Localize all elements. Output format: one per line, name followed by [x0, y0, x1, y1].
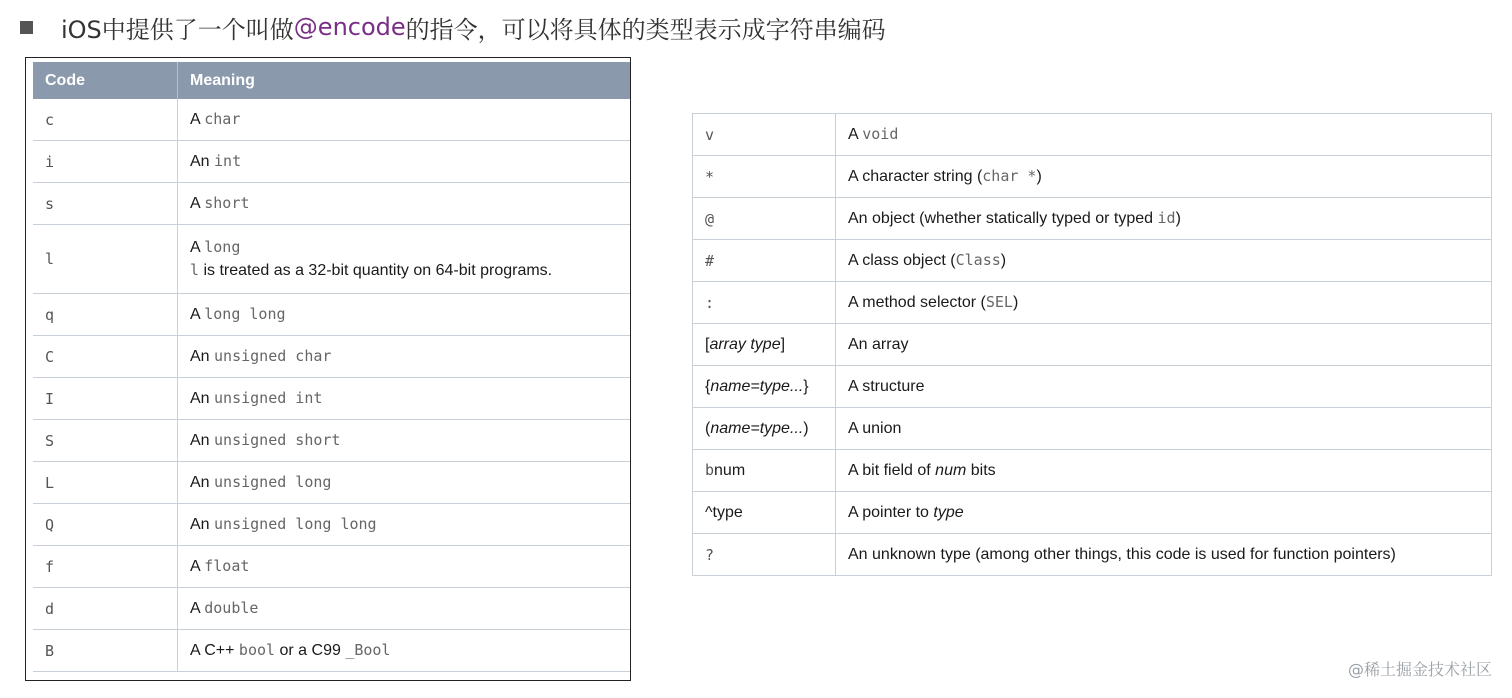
- table-header-row: [33, 62, 631, 99]
- meaning-cell: An unsigned int: [178, 378, 632, 420]
- meaning-cell: An array: [836, 324, 1492, 366]
- meaning-cell: A bit field of num bits: [836, 450, 1492, 492]
- table-row: [33, 99, 631, 141]
- table-row: [693, 282, 1492, 324]
- header-meaning: Meaning: [178, 62, 632, 99]
- heading-prefix: iOS中提供了一个叫做: [61, 15, 294, 44]
- table-row: [33, 336, 631, 378]
- meaning-cell: A float: [178, 546, 632, 588]
- meaning-cell: A class object (Class): [836, 240, 1492, 282]
- meaning-cell: An unknown type (among other things, this code is used for function pointers): [836, 534, 1492, 576]
- meaning-cell: An unsigned long: [178, 462, 632, 504]
- code-cell: q: [33, 294, 178, 336]
- code-cell: i: [33, 141, 178, 183]
- table-row: [33, 504, 631, 546]
- code-cell: #: [693, 240, 836, 282]
- code-cell: {name=type...}: [693, 366, 836, 408]
- table-row: [693, 366, 1492, 408]
- meaning-cell: A void: [836, 114, 1492, 156]
- square-bullet-icon: [20, 21, 33, 34]
- meaning-cell: An unsigned char: [178, 336, 632, 378]
- table-row: [33, 225, 631, 294]
- meaning-cell: A method selector (SEL): [836, 282, 1492, 324]
- code-cell: v: [693, 114, 836, 156]
- table-row: [33, 378, 631, 420]
- code-cell: Q: [33, 504, 178, 546]
- code-cell: I: [33, 378, 178, 420]
- code-cell: d: [33, 588, 178, 630]
- meaning-cell: An object (whether statically typed or typed id): [836, 198, 1492, 240]
- table-row: [33, 141, 631, 183]
- table-row: [693, 114, 1492, 156]
- meaning-note: l is treated as a 32-bit quantity on 64-bit programs.: [190, 261, 553, 279]
- code-cell: f: [33, 546, 178, 588]
- meaning-cell: A structure: [836, 366, 1492, 408]
- table-row: [693, 534, 1492, 576]
- table-row: [693, 240, 1492, 282]
- table-row: [33, 462, 631, 504]
- code-cell: c: [33, 99, 178, 141]
- type-encoding-table-right: [692, 113, 1492, 576]
- meaning-cell: A C++ bool or a C99 _Bool: [178, 630, 632, 672]
- heading-highlight: @encode: [293, 13, 406, 41]
- code-cell: (name=type...): [693, 408, 836, 450]
- meaning-cell: An unsigned long long: [178, 504, 632, 546]
- table-row: [33, 546, 631, 588]
- table-row: [693, 156, 1492, 198]
- meaning-cell: A short: [178, 183, 632, 225]
- code-cell: L: [33, 462, 178, 504]
- code-cell: S: [33, 420, 178, 462]
- type-encoding-table-left: [25, 57, 631, 681]
- meaning-cell: A long long: [178, 294, 632, 336]
- meaning-cell: A character string (char *): [836, 156, 1492, 198]
- table-row: [693, 408, 1492, 450]
- meaning-cell: A double: [178, 588, 632, 630]
- table-row: [33, 630, 631, 672]
- header-code: Code: [33, 62, 178, 99]
- meaning-cell: A long l is treated as a 32-bit quantity on 64-bit programs.: [178, 225, 632, 294]
- table-row: [33, 294, 631, 336]
- table-row: [693, 198, 1492, 240]
- table-row: [33, 588, 631, 630]
- meaning-cell: A union: [836, 408, 1492, 450]
- code-cell: :: [693, 282, 836, 324]
- table-row: [33, 183, 631, 225]
- code-cell: B: [33, 630, 178, 672]
- watermark: @稀土掘金技术社区: [1347, 660, 1492, 679]
- code-cell: bnum: [693, 450, 836, 492]
- section-heading: [20, 10, 886, 44]
- meaning-cell: An int: [178, 141, 632, 183]
- meaning-cell: A char: [178, 99, 632, 141]
- code-cell: ^type: [693, 492, 836, 534]
- code-cell: s: [33, 183, 178, 225]
- code-cell: [array type]: [693, 324, 836, 366]
- code-cell: l: [33, 225, 178, 294]
- code-cell: *: [693, 156, 836, 198]
- code-cell: @: [693, 198, 836, 240]
- table-row: [693, 492, 1492, 534]
- meaning-cell: An unsigned short: [178, 420, 632, 462]
- code-cell: ?: [693, 534, 836, 576]
- code-cell: C: [33, 336, 178, 378]
- heading-suffix: 的指令，可以将具体的类型表示成字符串编码: [405, 15, 886, 44]
- table-row: [693, 450, 1492, 492]
- meaning-cell: A pointer to type: [836, 492, 1492, 534]
- table-row: [33, 420, 631, 462]
- table-row: [693, 324, 1492, 366]
